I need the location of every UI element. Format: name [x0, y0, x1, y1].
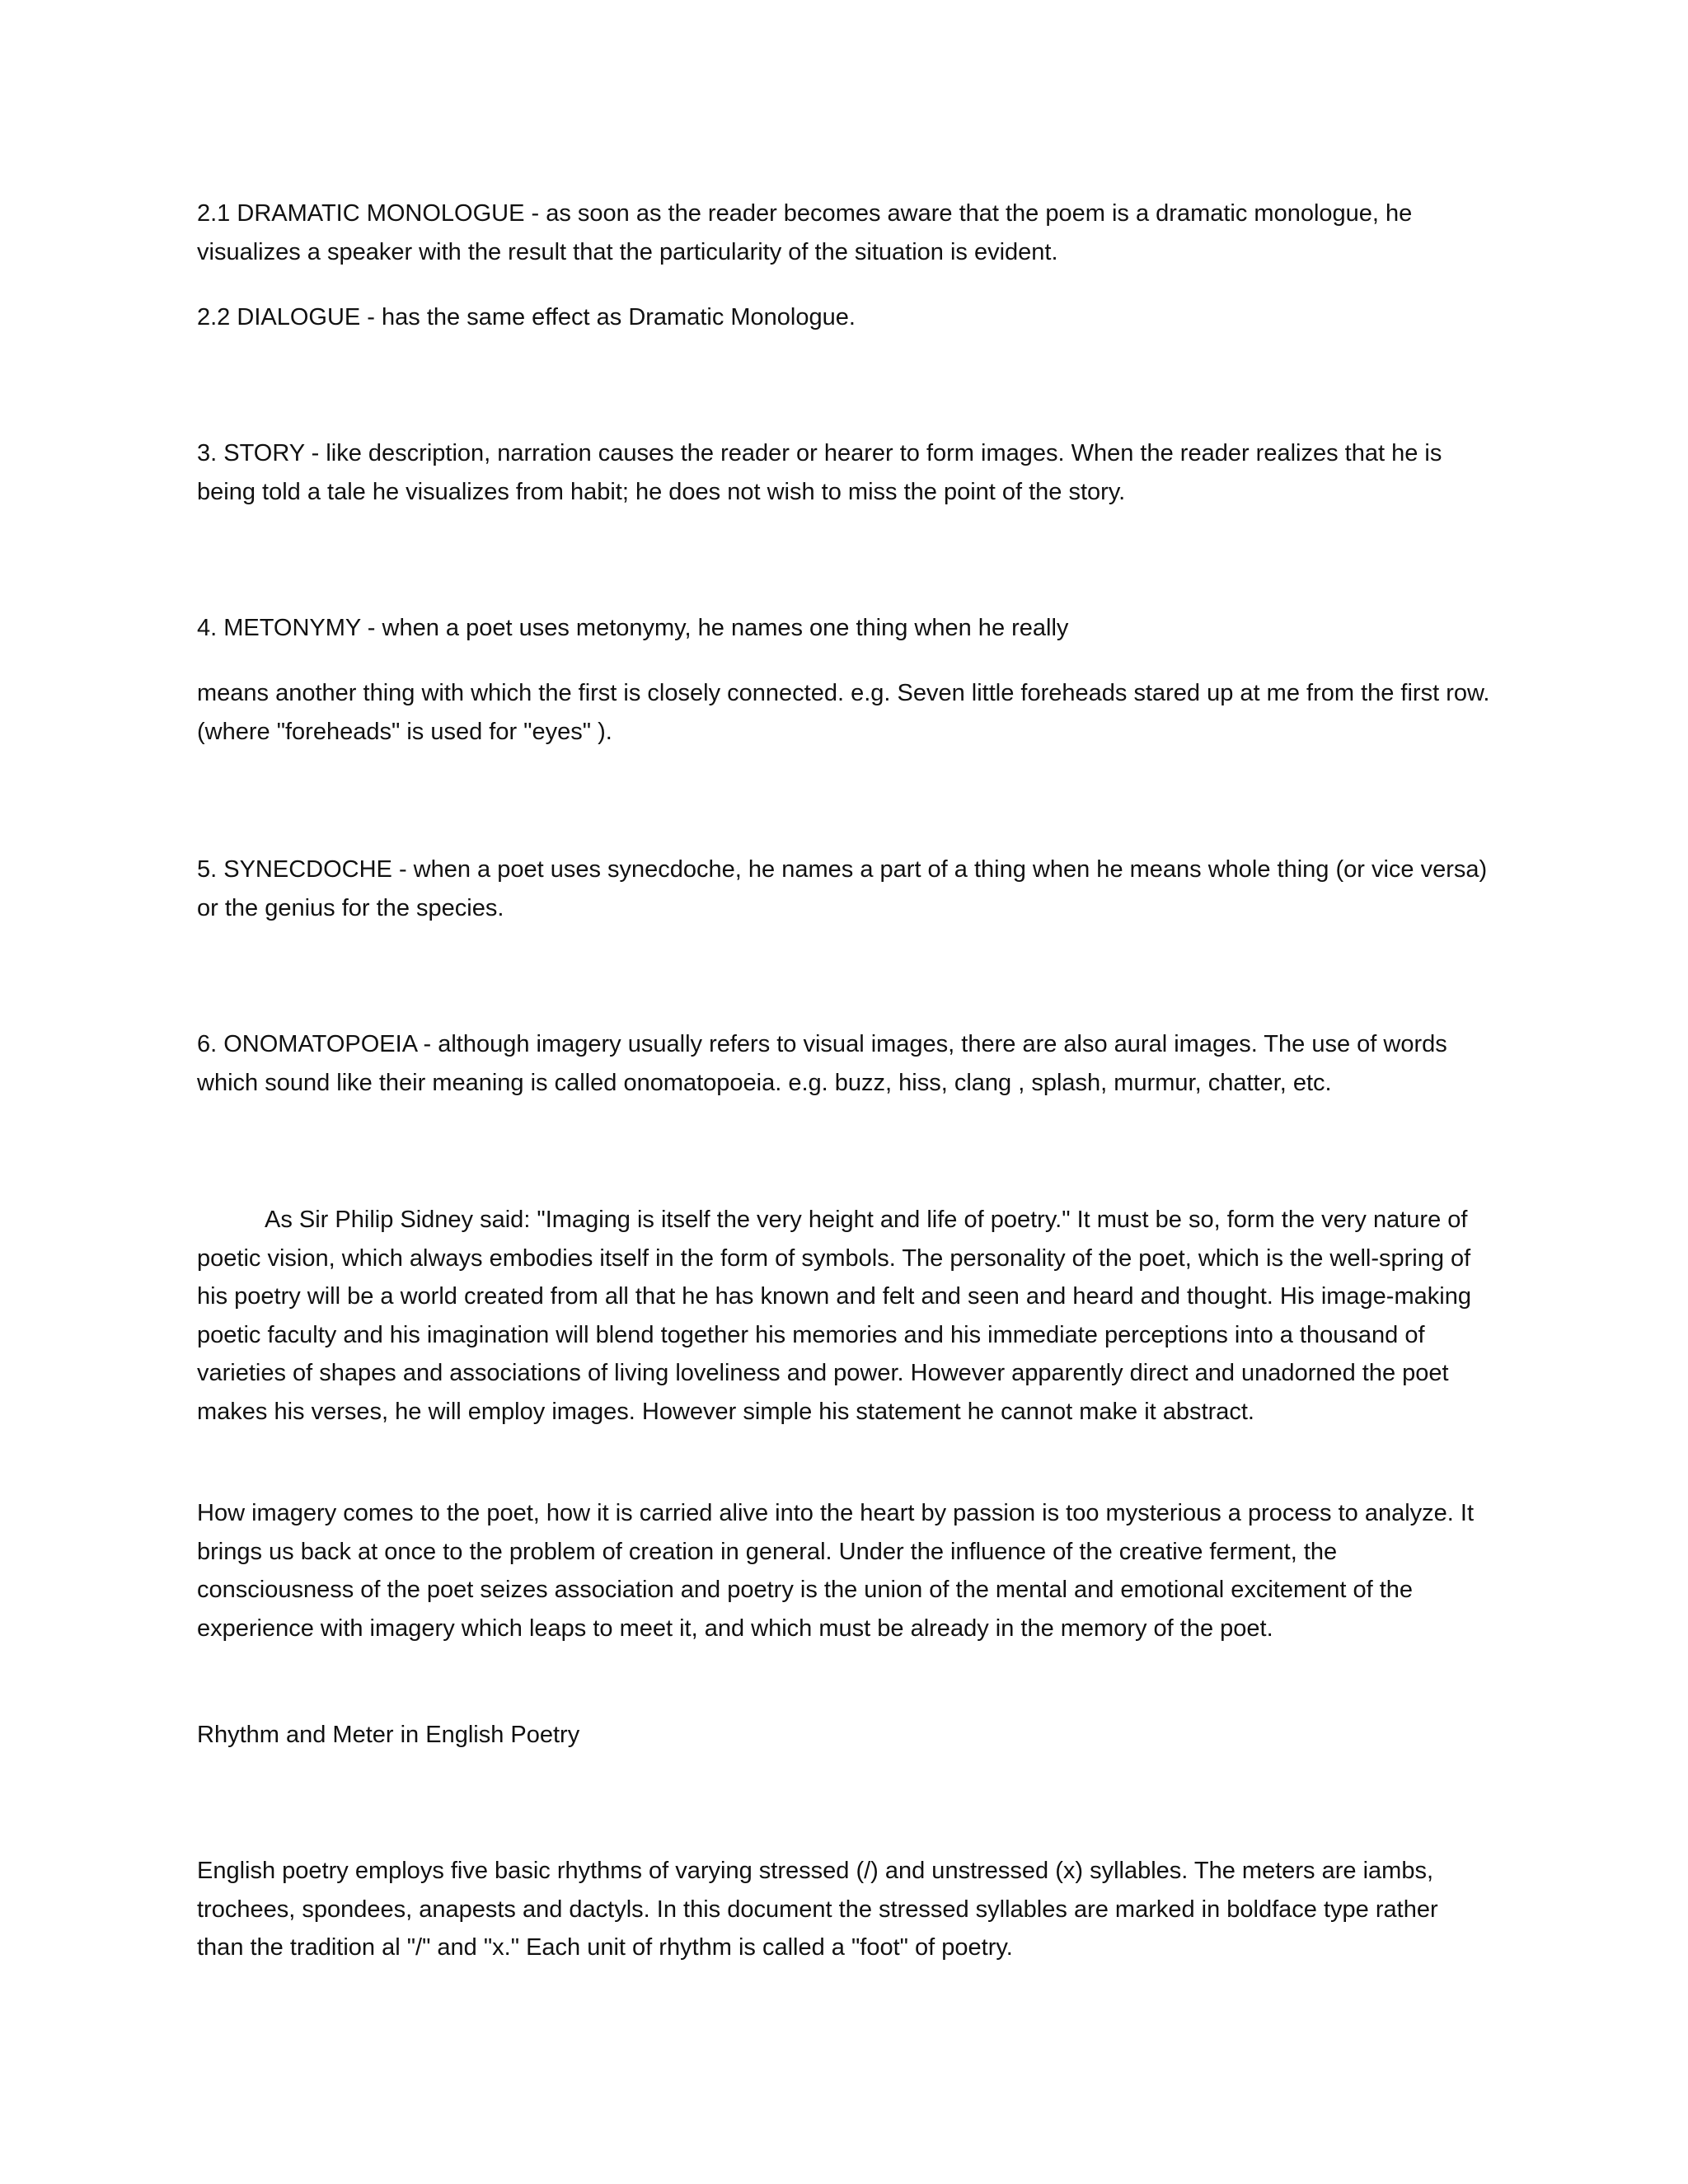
- paragraph-dramatic-monologue: 2.1 DRAMATIC MONOLOGUE - as soon as the reader becomes aware that the poem is a dramatic monologue, he visualizes a speaker with the result that the particularity of the situation is evident.: [197, 200, 1413, 265]
- paragraph-onomatopoeia: 6. ONOMATOPOEIA - although imagery usually refers to visual images, there are also aural images. The use of words which sound like their meaning is called onomatopoeia. e.g. buzz, hiss, clang , splash, murmur, chatter, etc.: [197, 1031, 1447, 1096]
- paragraph-imagery-origin: How imagery comes to the poet, how it is carried alive into the heart by passion is too mysterious a process to analyze. It brings us back at once to the problem of creation in general. Under the influence of the creative ferment, the consciousness of the poet seizes association and poetry is the union of the mental and emotional excitement of the experience with imagery which leaps to meet it, and which must be already in the memory of the poet.: [197, 1500, 1475, 1642]
- paragraph-sidney-quote: As Sir Philip Sidney said: "Imaging is itself the very height and life of poetry." It must be so, form the very nature of poetic vision, which always embodies itself in the form of symbols. The personality of the poet, which is the well-spring of his poetry will be a world created from all that he has known and felt and seen and heard and thought. His image-making poetic faculty and his imagination will blend together his memories and his immediate perceptions into a thousand of varieties of shapes and associations of living loveliness and power. However apparently direct and unadorned the poet makes his verses, he will employ images. However simple his statement he cannot make it abstract.: [197, 1207, 1471, 1425]
- paragraph-dialogue: 2.2 DIALOGUE - has the same effect as Dramatic Monologue.: [197, 304, 856, 330]
- paragraph-metonymy-body: means another thing with which the first is closely connected. e.g. Seven little foreheads stared up at me from the first row. (where "foreheads" is used for "eyes" ).: [197, 680, 1490, 745]
- paragraph-metonymy-heading: 4. METONYMY - when a poet uses metonymy, he names one thing when he really: [197, 615, 1069, 641]
- section-heading-rhythm-meter: Rhythm and Meter in English Poetry: [197, 1722, 580, 1748]
- paragraph-synecdoche: 5. SYNECDOCHE - when a poet uses synecdoche, he names a part of a thing when he means whole thing (or vice versa) or the genius for the species.: [197, 856, 1488, 921]
- paragraph-story: 3. STORY - like description, narration causes the reader or hearer to form images. When the reader realizes that he is being told a tale he visualizes from habit; he does not wish to miss the point of the story.: [197, 440, 1442, 505]
- paragraph-rhythms: English poetry employs five basic rhythms of varying stressed (/) and unstressed (x) syllables. The meters are iambs, trochees, spondees, anapests and dactyls. In this document the stressed syllables are marked in boldface type rather than the tradition al "/" and "x." Each unit of rhythm is called a "foot" of poetry.: [197, 1858, 1438, 1961]
